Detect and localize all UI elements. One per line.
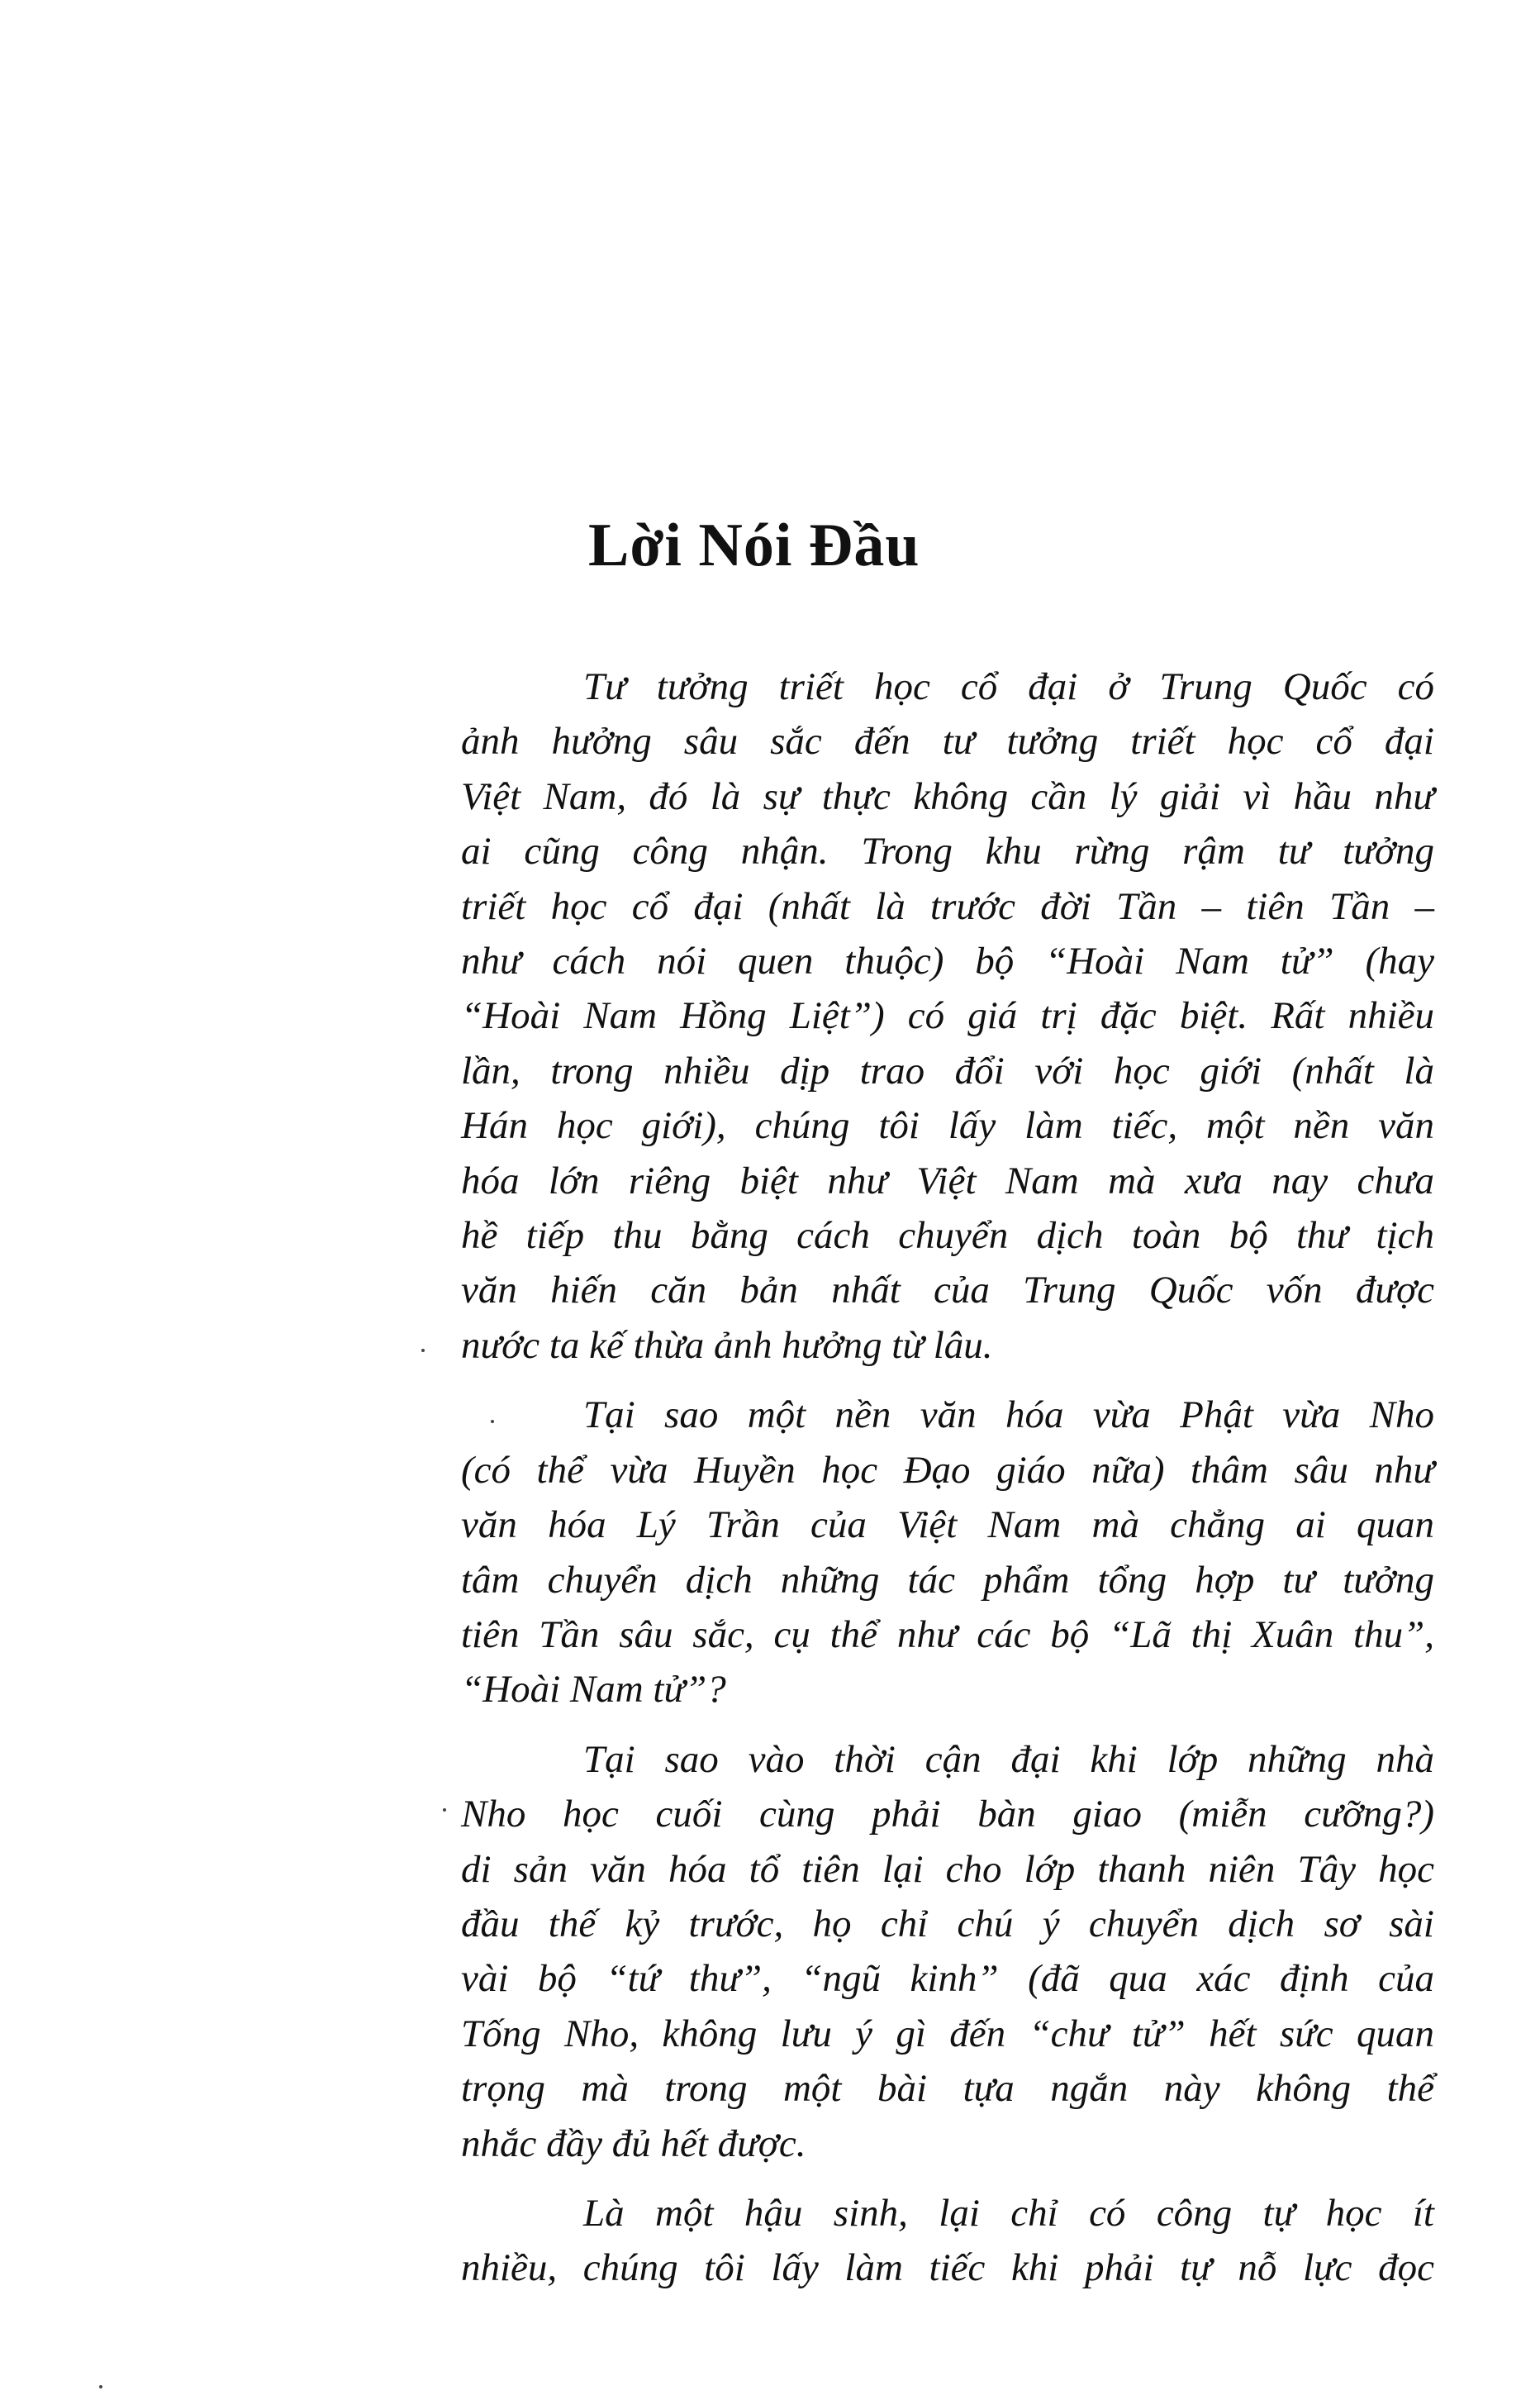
text-line: Nho học cuối cùng phải bàn giao (miễn cưỡng?)	[461, 1793, 1434, 1836]
paragraph-1	[461, 660, 1434, 1373]
text-line: vài bộ “tứ thư”, “ngũ kinh” (đã qua xác định của	[461, 1957, 1434, 2001]
text-line: lần, trong nhiều dịp trao đổi với học giới (nhất là	[461, 1049, 1434, 1093]
text-line: hề tiếp thu bằng cách chuyển dịch toàn bộ thư tịch	[461, 1214, 1434, 1258]
text-line: Là một hậu sinh, lại chỉ có công tự học ít	[583, 2191, 1434, 2235]
text-line: hóa lớn riêng biệt như Việt Nam mà xưa nay chưa	[461, 1159, 1434, 1202]
page-title: Lời Nói Đầu	[588, 512, 920, 579]
text-line: triết học cổ đại (nhất là trước đời Tần – tiên Tần –	[461, 884, 1434, 928]
text-line: Tư tưởng triết học cổ đại ở Trung Quốc có	[583, 665, 1434, 708]
text-line: “Hoài Nam Hồng Liệt”) có giá trị đặc biệt. Rất nhiều	[461, 994, 1434, 1038]
body-text	[461, 660, 1434, 2311]
paragraph-3	[461, 1732, 1434, 2171]
text-line: Tống Nho, không lưu ý gì đến “chư tử” hết sức quan	[461, 2012, 1434, 2055]
text-line: tiên Tần sâu sắc, cụ thể như các bộ “Lã thị Xuân thu”,	[461, 1612, 1434, 1656]
text-line: tâm chuyển dịch những tác phẩm tổng hợp tư tưởng	[461, 1558, 1434, 1602]
text-line: (có thể vừa Huyền học Đạo giáo nữa) thâm sâu như	[461, 1448, 1434, 1492]
text-line: nước ta kế thừa ảnh hưởng từ lâu.	[461, 1323, 993, 1367]
text-line: văn hiến căn bản nhất của Trung Quốc vốn được	[461, 1269, 1434, 1312]
scan-speck	[99, 2385, 102, 2388]
text-line: Hán học giới), chúng tôi lấy làm tiếc, một nền văn	[461, 1104, 1434, 1148]
text-line: ảnh hưởng sâu sắc đến tư tưởng triết học cổ đại	[461, 720, 1434, 764]
text-line: Tại sao một nền văn hóa vừa Phật vừa Nho	[583, 1393, 1434, 1437]
text-line: như cách nói quen thuộc) bộ “Hoài Nam tử” (hay	[461, 940, 1434, 983]
text-line: Tại sao vào thời cận đại khi lớp những nhà	[583, 1737, 1434, 1781]
paragraph-2	[461, 1388, 1434, 1717]
scan-speck	[491, 1420, 494, 1423]
scan-speck	[421, 1349, 425, 1352]
text-line: nhiều, chúng tôi lấy làm tiếc khi phải tự nỗ lực đọc	[461, 2246, 1434, 2290]
scan-speck	[443, 1808, 446, 1812]
text-line: văn hóa Lý Trần của Việt Nam mà chẳng ai quan	[461, 1503, 1434, 1547]
text-line: nhắc đầy đủ hết được.	[461, 2121, 806, 2165]
text-line: di sản văn hóa tổ tiên lại cho lớp thanh niên Tây học	[461, 1847, 1434, 1891]
text-line: trọng mà trong một bài tựa ngắn này không thể	[461, 2067, 1434, 2111]
paragraph-4	[461, 2186, 1434, 2296]
text-line: “Hoài Nam tử”?	[461, 1668, 726, 1712]
text-line: đầu thế kỷ trước, họ chỉ chú ý chuyển dịch sơ sài	[461, 1902, 1434, 1945]
text-line: ai cũng công nhận. Trong khu rừng rậm tư tưởng	[461, 830, 1434, 874]
text-line: Việt Nam, đó là sự thực không cần lý giải vì hầu như	[461, 774, 1434, 818]
